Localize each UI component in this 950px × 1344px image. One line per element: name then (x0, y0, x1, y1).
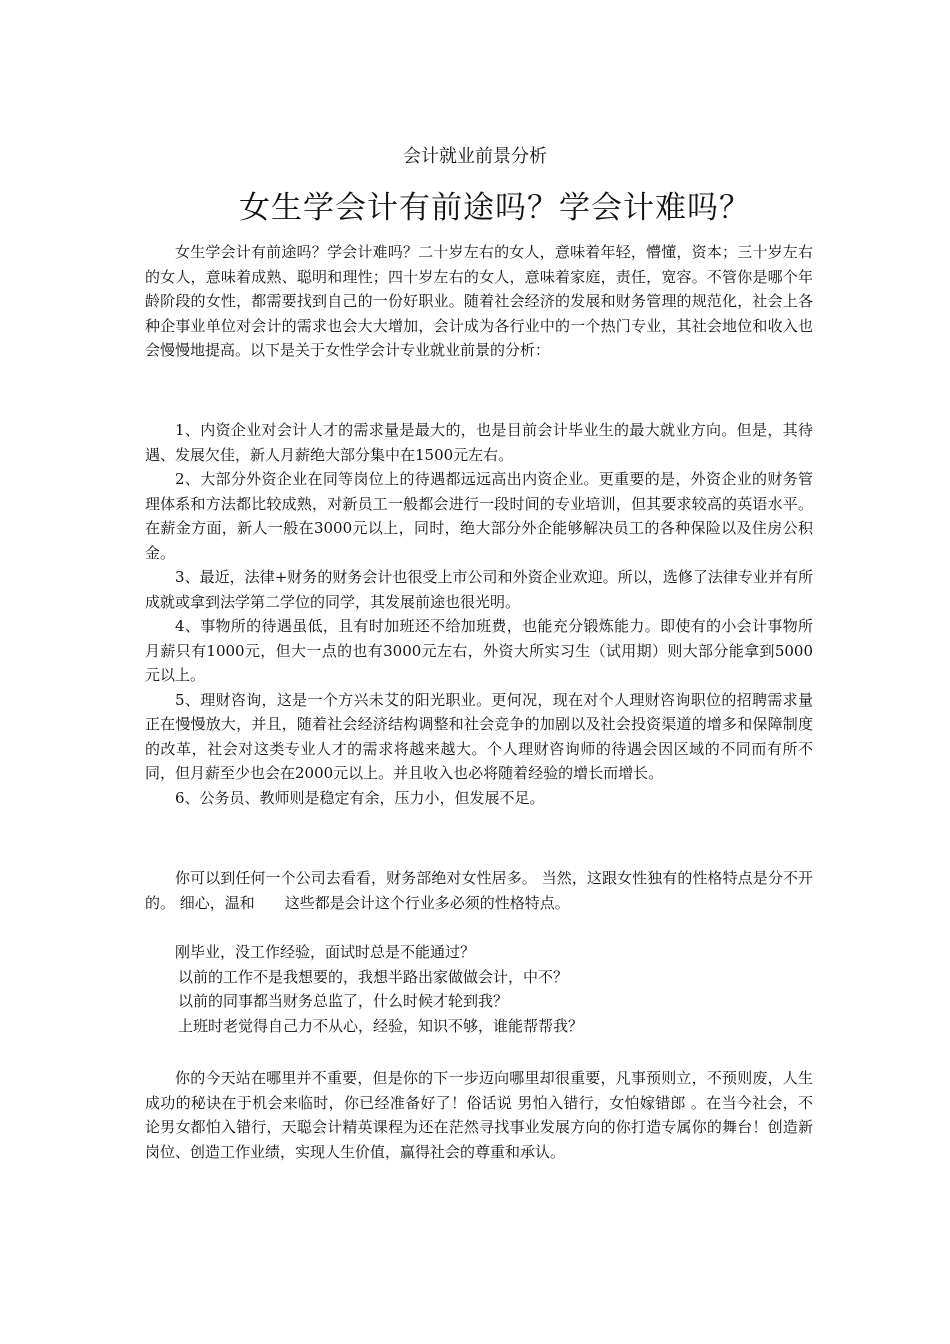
analysis-list (145, 418, 813, 810)
questions-list (145, 940, 813, 1038)
analysis-item-5: 5、理财咨询，这是一个方兴未艾的阳光职业。更何况，现在对个人理财咨询职位的招聘需求量正在慢慢放大，并且，随着社会经济结构调整和社会竞争的加剧以及社会投资渠道的增多和保障制度的改革，社会对这类专业人才的需求将越来越大。个人理财咨询师的待遇会因区域的不同而有所不同，但月薪至少也会在2000元以上。并且收入也必将随着经验的增长而增长。 (145, 690, 813, 782)
analysis-item-4: 4、事物所的待遇虽低，且有时加班还不给加班费，也能充分锻炼能力。即使有的小会计事物所月薪只有1000元，但大一点的也有3000元左右，外资大所实习生（试用期）则大部分能拿到5000元以上。 (145, 617, 813, 684)
intro-paragraph: 女生学会计有前途吗？学会计难吗？二十岁左右的女人，意味着年轻，懵懂，资本；三十岁左右的女人，意味着成熟、聪明和理性；四十岁左右的女人，意味着家庭，责任，宽容。不管你是哪个年龄阶段的女性，都需要找到自己的一份好职业。随着社会经济的发展和财务管理的规范化，社会上各种企事业单位对会计的需求也会大大增加，会计成为各行业中的一个热门专业，其社会地位和收入也会慢慢地提高。以下是关于女性学会计专业就业前景的分析： (145, 243, 813, 359)
question-item: 以前的工作不是我想要的，我想半路出家做做会计，中不？ (178, 967, 569, 986)
conclusion-paragraph: 你的今天站在哪里并不重要，但是你的下一步迈向哪里却很重要，凡事预则立，不预则废，人生成功的秘诀在于机会来临时，你已经准备好了！俗话说 男怕入错行，女怕嫁错郎 。在当今社会，不论男女都怕入错行，天聪会计精英课程为还在茫然寻找事业发展方向的你打造专属你的舞台！创造新岗位、创造工作业绩，实现人生价值，赢得社会的尊重和承认。 (145, 1069, 813, 1161)
question-item: 以前的同事都当财务总监了，什么时候才轮到我？ (178, 992, 509, 1010)
question-item: 刚毕业，没工作经验，面试时总是不能通过？ (175, 943, 476, 961)
female-advantage-paragraph: 你可以到任何一个公司去看看，财务部绝对女性居多。 当然，这跟女性独有的性格特点是分不开的。 细心，温和 这些都是会计这个行业多必须的性格特点。 (145, 869, 813, 912)
female-advantage-section (145, 866, 813, 915)
analysis-item-3: 3、最近，法律+财务的财务会计也很受上市公司和外资企业欢迎。所以，选修了法律专业并有所成就或拿到法学第二学位的同学，其发展前途也很光明。 (145, 568, 813, 611)
analysis-item-1: 1、内资企业对会计人才的需求量是最大的，也是目前会计毕业生的最大就业方向。但是，其待遇、发展欠佳，新人月薪绝大部分集中在1500元左右。 (145, 421, 813, 464)
question-item: 上班时老觉得自己力不从心，经验，知识不够，谁能帮帮我？ (178, 1016, 584, 1035)
intro-section (145, 240, 813, 363)
document-title: 女生学会计有前途吗？学会计难吗？ (239, 190, 751, 226)
document-subtitle: 会计就业前景分析 (403, 146, 547, 167)
analysis-item-6: 6、公务员、教师则是稳定有余，压力小，但发展不足。 (175, 788, 545, 807)
conclusion-section (145, 1066, 813, 1164)
analysis-item-2: 2、大部分外资企业在同等岗位上的待遇都远远高出内资企业。更重要的是，外资企业的财务管理体系和方法都比较成熟，对新员工一般都会进行一段时间的专业培训，但其要求较高的英语水平。在薪金方面，新人一般在3000元以上，同时，绝大部分外企能够解决员工的各种保险以及住房公积金。 (145, 470, 813, 562)
